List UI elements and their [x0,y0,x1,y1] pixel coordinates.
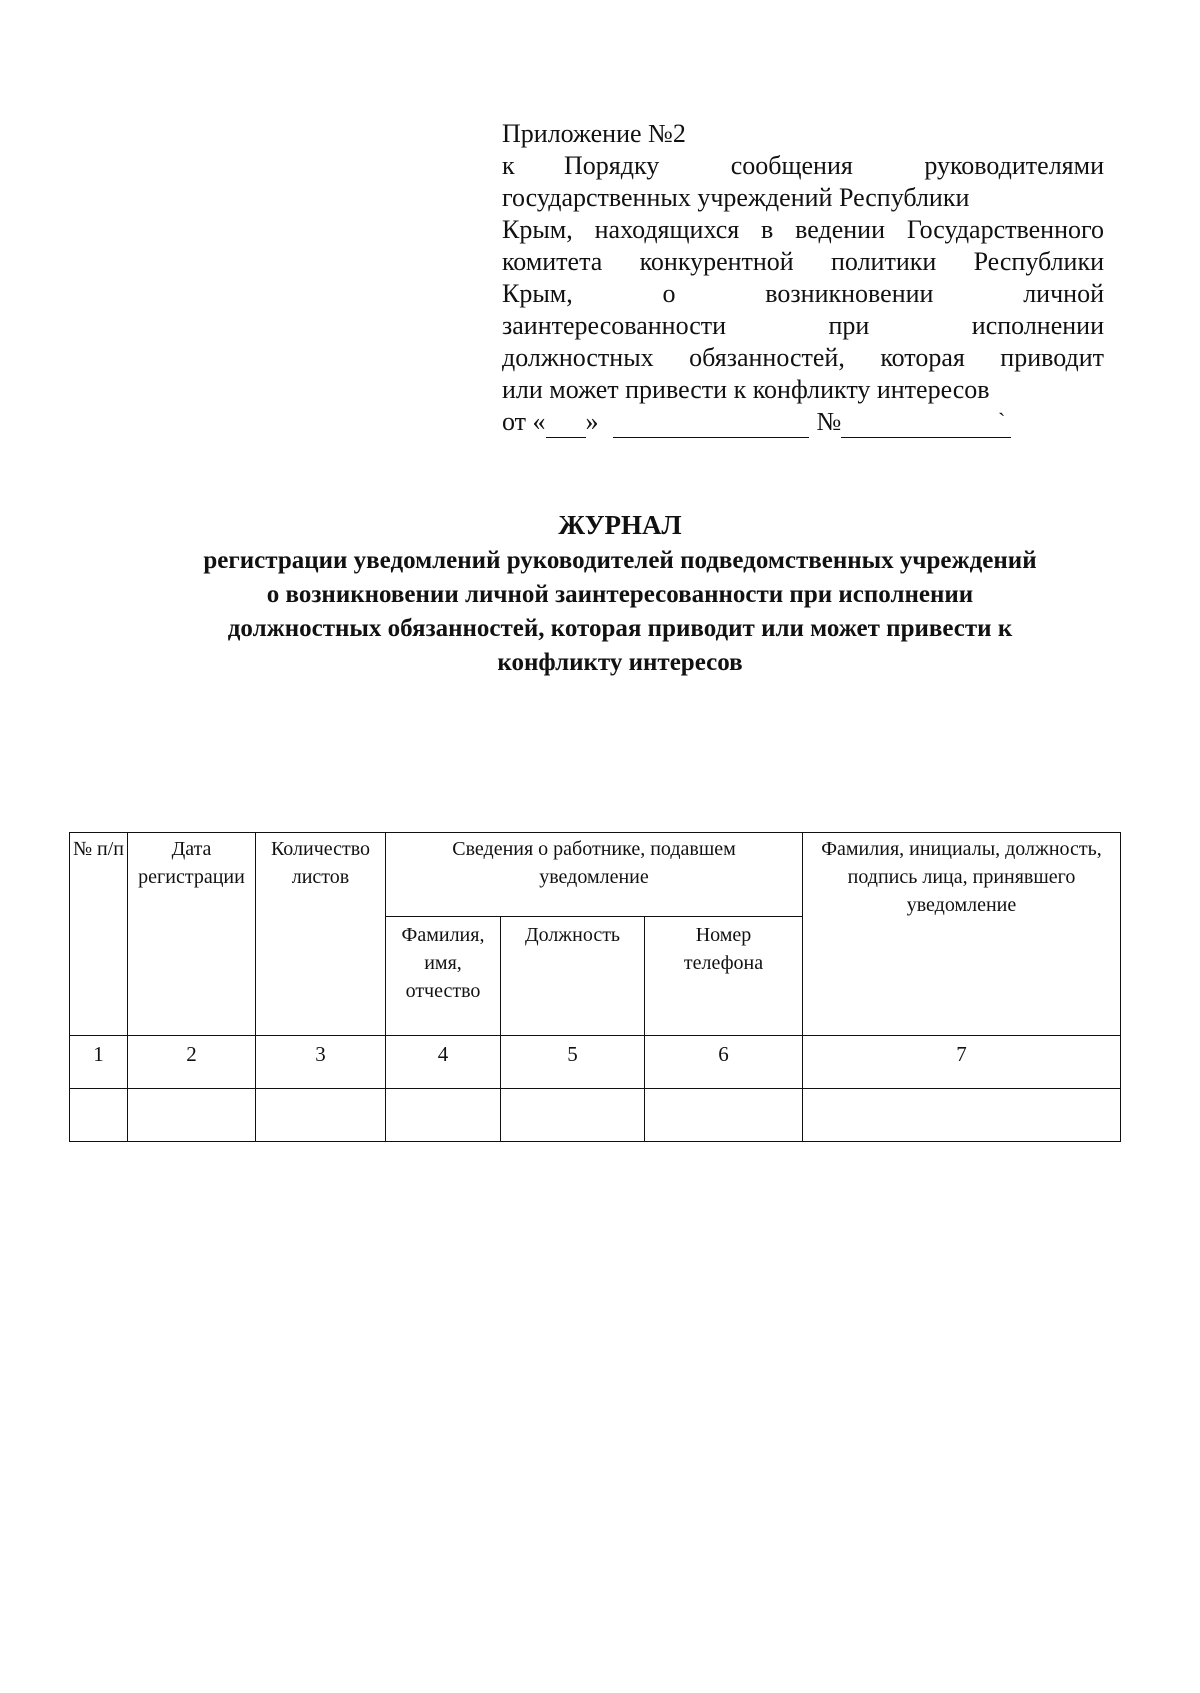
header-employee-info: Сведения о работнике, подавшем уведомление [386,833,803,917]
header-phone: Номер телефона [645,917,803,1036]
column-number-7: 7 [803,1036,1121,1089]
column-number-5: 5 [501,1036,645,1089]
number-sign: № [816,407,842,436]
column-number-3: 3 [256,1036,386,1089]
table-cell[interactable] [645,1089,803,1142]
date-close: » [585,407,599,436]
appendix-line-7: должностных обязанностей, которая приводит [502,343,1104,372]
column-number-4: 4 [386,1036,501,1089]
table-row [70,1089,1121,1142]
header-receiver: Фамилия, инициалы, должность, подпись лица, принявшего уведомление [803,833,1121,1036]
date-prefix: от « [502,407,546,436]
header-sheet-count: Количество листов [256,833,386,1036]
journal-subtitle-3: должностных обязанностей, которая приводит или может привести к [227,615,1013,642]
header-full-name: Фамилия, имя, отчество [386,917,501,1036]
table-cell[interactable] [70,1089,128,1142]
appendix-line-3: Крым, находящихся в ведении Государственного [502,215,1104,244]
column-number-2: 2 [128,1036,256,1089]
appendix-line-4: комитета конкурентной политики Республики [502,247,1104,276]
table-row [70,1036,1121,1089]
journal-subtitle-1: регистрации уведомлений руководителей подведомственных учреждений [203,547,1037,574]
table-cell[interactable] [803,1089,1121,1142]
journal-title-block [100,508,1140,680]
appendix-line-6: заинтересованности при исполнении [502,311,1104,340]
appendix-line-1 [502,150,1104,182]
appendix-date-line [502,406,1104,438]
appendix-line-8: или может привести к конфликту интересов [502,375,990,404]
appendix-line-5: Крым, о возникновении личной [502,279,1104,308]
trailing-mark: ` [998,408,1006,433]
journal-subtitle-2: о возникновении личной заинтересованности при исполнении [266,581,974,608]
column-number-1: 1 [70,1036,128,1089]
header-position: Должность [501,917,645,1036]
appendix-line-1-rest: Порядку сообщения руководителями [564,151,1104,180]
header-date: Дата регистрации [128,833,256,1036]
day-blank[interactable] [546,411,586,438]
appendix-line-1-k: к [502,151,515,180]
journal-table [69,832,1121,1142]
journal-title: ЖУРНАЛ [558,510,682,540]
table-header-row-1 [70,833,1121,917]
table-cell[interactable] [386,1089,501,1142]
appendix-header [502,118,1104,438]
appendix-title: Приложение №2 [502,119,686,148]
table-cell[interactable] [501,1089,645,1142]
table-cell[interactable] [128,1089,256,1142]
journal-subtitle-4: конфликту интересов [497,649,743,676]
month-year-blank[interactable] [613,411,809,438]
header-number: № п/п [70,833,128,1036]
number-blank[interactable] [841,408,1011,438]
appendix-line-2: государственных учреждений Республики [502,183,970,212]
table-cell[interactable] [256,1089,386,1142]
column-number-6: 6 [645,1036,803,1089]
